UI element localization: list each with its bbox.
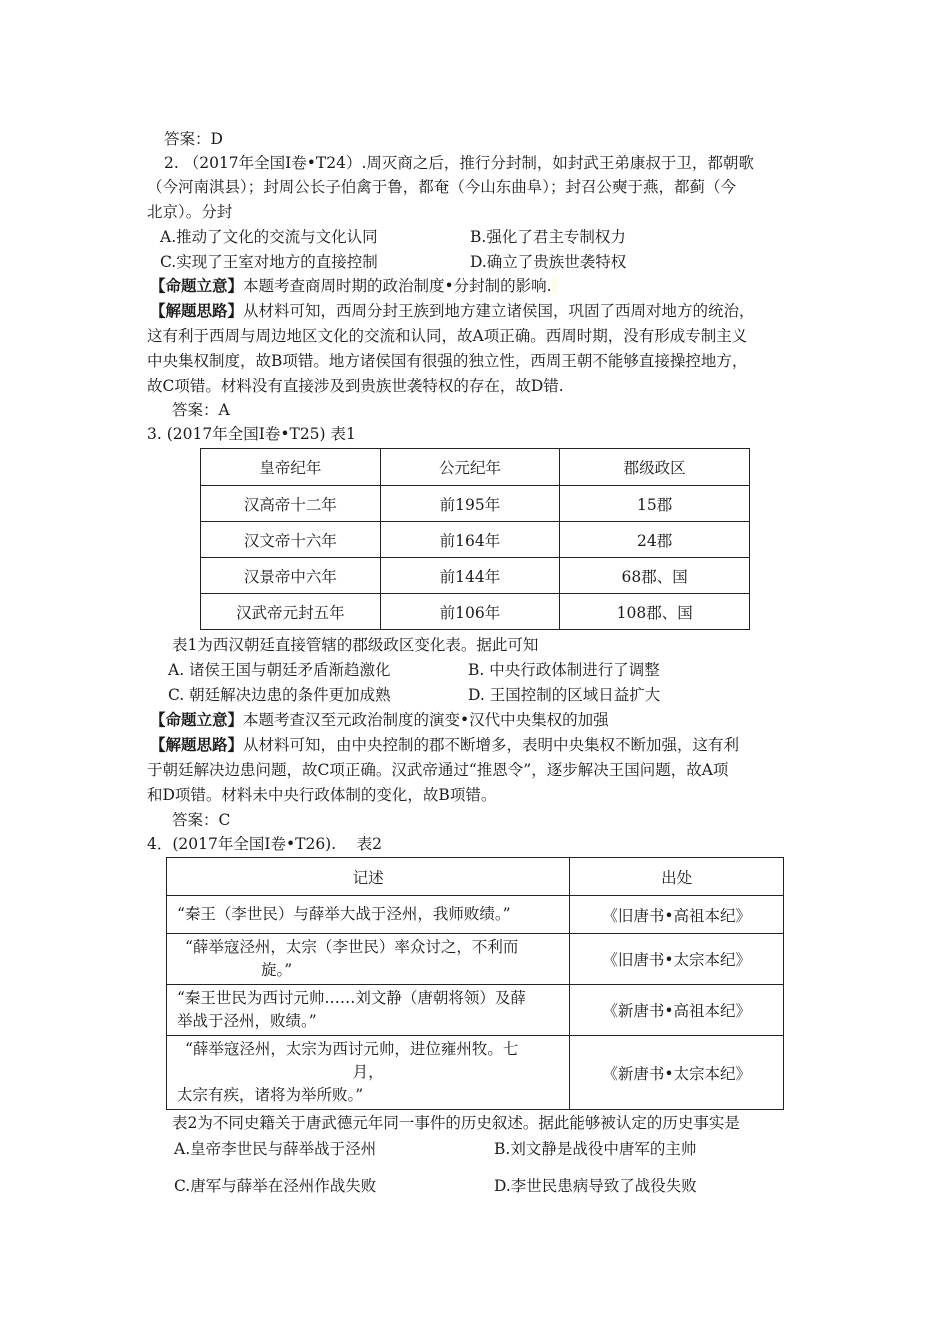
record-text: 月， [352, 1063, 384, 1081]
highlight-mark [552, 277, 557, 295]
table-header-cell: 皇帝纪年 [201, 449, 381, 486]
q2-analysis-line1 [150, 299, 755, 323]
table-header-cell: 出处 [570, 858, 784, 896]
table-cell-source: 《新唐书•高祖本纪》 [570, 985, 784, 1036]
table-cell-record [167, 985, 570, 1036]
record-text: “秦王（李世民）与薛举大战于泾州，我师败绩。” [177, 905, 511, 923]
record-text: 太宗有疾，诸将为举所败。” [177, 1086, 364, 1104]
q2-intent-text: 本题考查商周时期的政治制度•分封制的影响. [243, 277, 552, 295]
q3-option-a: A. 诸侯王国与朝廷矛盾渐趋激化 [168, 661, 391, 679]
table-cell: 15郡 [560, 486, 750, 522]
q1-answer: 答案：D [164, 130, 223, 148]
q2-option-d: D.确立了贵族世袭特权 [470, 253, 627, 271]
q3-intent [150, 708, 609, 732]
q4-option-d: D.李世民患病导致了战役失败 [494, 1177, 697, 1195]
q3-intent-label: 【命题立意】 [150, 710, 244, 729]
table-cell: 汉武帝元封五年 [201, 594, 381, 630]
q2-intent-label: 【命题立意】 [150, 276, 244, 295]
table-cell-source: 《新唐书•太宗本纪》 [570, 1036, 784, 1110]
q2-stem-line1: 2. （2017年全国Ⅰ卷•T24）.周灭商之后，推行分封制，如封武王弟康叔于卫，都朝歌 [164, 154, 754, 172]
table-row [201, 522, 750, 558]
table-row [167, 1036, 784, 1110]
q3-option-b: B. 中央行政体制进行了调整 [468, 661, 660, 679]
q2-intent [150, 274, 557, 298]
record-text: 举战于泾州，败绩。” [177, 1012, 317, 1030]
table-cell: 汉文帝十六年 [201, 522, 381, 558]
table-row [167, 934, 784, 985]
record-text: 旋。” [261, 961, 293, 979]
q3-table [200, 448, 750, 630]
q2-option-b: B.强化了君主专制权力 [470, 228, 626, 246]
table-cell: 24郡 [560, 522, 750, 558]
table-header-row [201, 449, 750, 486]
q2-analysis-line3: 中央集权制度，故B项错。地方诸侯国有很强的独立性，西周王朝不能够直接操控地方， [147, 352, 748, 370]
q2-stem-line3: 北京）。分封 [147, 203, 233, 221]
table-cell-source: 《旧唐书•太宗本纪》 [570, 934, 784, 985]
q2-analysis-line4: 故C项错。材料没有直接涉及到贵族世袭特权的存在，故D错. [147, 377, 564, 395]
q4-option-b: B.刘文静是战役中唐军的主帅 [494, 1140, 697, 1158]
table-cell-record [167, 896, 570, 934]
table-cell-record [167, 934, 570, 985]
q3-analysis-label: 【解题思路】 [150, 735, 244, 754]
q2-analysis-text1: 从材料可知，西周分封王族到地方建立诸侯国，巩固了西周对地方的统治， [243, 302, 755, 320]
table-header-cell: 公元纪年 [380, 449, 560, 486]
q3-analysis-line1 [150, 733, 739, 757]
q4-option-a: A.皇帝李世民与薛举战于泾州 [174, 1140, 377, 1158]
q2-stem-line2: （今河南淇县）；封周公长子伯禽于鲁，都奄（今山东曲阜）；封召公奭于燕，都蓟（今 [147, 178, 737, 196]
q2-analysis-line2: 这有利于西周与周边地区文化的交流和认同，故A项正确。西周时期，没有形成专制主义 [147, 327, 748, 345]
q2-option-a: A.推动了文化的交流与文化认同 [160, 228, 378, 246]
table-cell-record [167, 1036, 570, 1110]
table-header-cell: 记述 [167, 858, 570, 896]
table-cell: 前144年 [380, 558, 560, 594]
q3-intent-text: 本题考查汉至元政治制度的演变•汉代中央集权的加强 [243, 711, 609, 729]
q4-table [166, 857, 784, 1110]
q3-analysis-line3: 和D项错。材料未中央行政体制的变化，故B项错。 [147, 786, 497, 804]
table-row [167, 896, 784, 934]
q4-stem: 4．(2017年全国Ⅰ卷•T26). 表2 [147, 835, 382, 853]
table-cell: 108郡、国 [560, 594, 750, 630]
table-cell: 汉高帝十二年 [201, 486, 381, 522]
table-cell: 前195年 [380, 486, 560, 522]
table-row [201, 594, 750, 630]
table-cell-source: 《旧唐书•高祖本纪》 [570, 896, 784, 934]
table-header-cell: 郡级政区 [560, 449, 750, 486]
table-cell: 前106年 [380, 594, 560, 630]
table-cell: 前164年 [380, 522, 560, 558]
q3-analysis-text1: 从材料可知，由中央控制的郡不断增多，表明中央集权不断加强，这有利 [243, 736, 740, 754]
q3-answer: 答案：C [172, 811, 231, 829]
table-row [201, 558, 750, 594]
table-row [201, 486, 750, 522]
q4-caption: 表2为不同史籍关于唐武德元年同一事件的历史叙述。据此能够被认定的历史事实是 [172, 1114, 740, 1132]
record-text: “薛举寇泾州，太宗（李世民）率众讨之，不利而 [185, 938, 519, 956]
record-text: “秦王世民为西讨元帅……刘文静（唐朝将领）及薛 [177, 989, 526, 1007]
q4-option-c: C.唐军与薛举在泾州作战失败 [174, 1177, 377, 1195]
q3-stem: 3. (2017年全国Ⅰ卷•T25) 表1 [147, 425, 356, 443]
q3-option-c: C. 朝廷解决边患的条件更加成熟 [168, 686, 391, 704]
q3-option-d: D. 王国控制的区域日益扩大 [468, 686, 661, 704]
table-cell: 汉景帝中六年 [201, 558, 381, 594]
table-row [167, 985, 784, 1036]
q2-analysis-label: 【解题思路】 [150, 301, 244, 320]
q3-caption: 表1为西汉朝廷直接管辖的郡级政区变化表。据此可知 [172, 636, 539, 654]
record-text: “薛举寇泾州，太宗为西讨元帅，进位雍州牧。七 [185, 1040, 519, 1058]
table-header-row [167, 858, 784, 896]
q2-option-c: C.实现了王室对地方的直接控制 [160, 253, 378, 271]
table-cell: 68郡、国 [560, 558, 750, 594]
q2-answer: 答案：A [172, 401, 230, 419]
q3-analysis-line2: 于朝廷解决边患问题，故C项正确。汉武帝通过“推恩令”，逐步解决王国问题，故A项 [147, 761, 729, 779]
